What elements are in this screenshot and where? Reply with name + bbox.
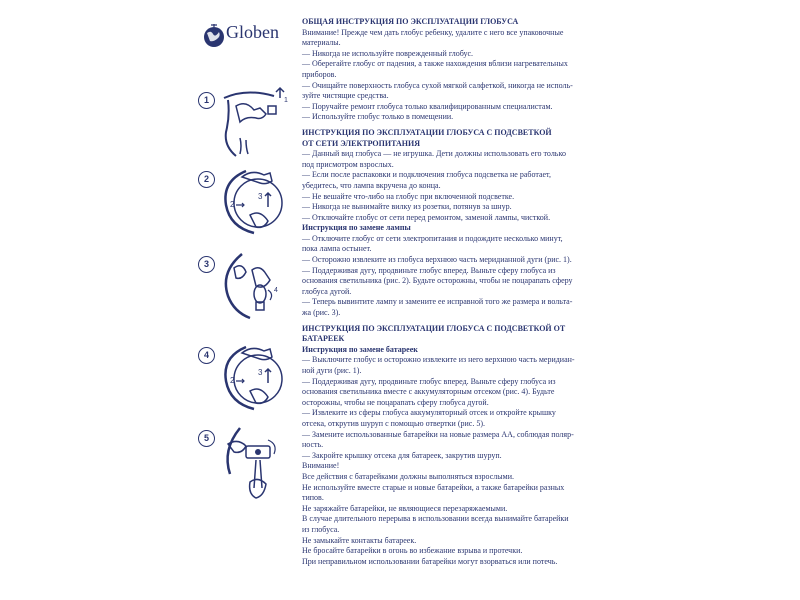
section3-line: — Извлеките из сферы глобуса аккумуляторный отсек и откройте крышку <box>302 408 556 418</box>
section1-line: — Очищайте поверхность глобуса сухой мягкой салфеткой, никогда не исполь- <box>302 80 573 90</box>
section1-body <box>302 28 602 123</box>
section3-line: ность. <box>302 440 324 450</box>
section3-line: При неправильном использовании батарейки могут взорваться или потечь. <box>302 556 558 566</box>
section2-line: — Отключайте глобус от сети перед ремонтом, заменой лампы, чисткой. <box>302 212 551 222</box>
section1-title: ОБЩАЯ ИНСТРУКЦИЯ ПО ЭКСПЛУАТАЦИИ ГЛОБУСА <box>302 17 519 26</box>
open-battery-compartment-icon <box>216 424 292 508</box>
section3-line: отсека, открутив шуруп с помощью отвертки (рис. 5). <box>302 418 485 428</box>
section3-subtitle: Инструкция по замене батареек <box>302 344 418 354</box>
section1-line: — Оберегайте глобус от падения, а также нахождения вблизи нагревательных <box>302 59 568 69</box>
section3-title-line2: БАТАРЕЕК <box>302 334 345 344</box>
svg-text:3: 3 <box>258 192 263 201</box>
step-number-5: 5 <box>198 430 215 447</box>
section3-line: — Замените использованные батарейки на новые размера АА, соблюдая поляр- <box>302 429 574 439</box>
section3-line: Не замыкайте контакты батареек. <box>302 535 417 545</box>
section3-title-line1: ИНСТРУКЦИЯ ПО ЭКСПЛУАТАЦИИ ГЛОБУСА С ПОДСВЕТКОЙ ОТ <box>302 323 566 333</box>
brand-logo <box>203 17 293 57</box>
section1-line: Внимание! Прежде чем дать глобус ребенку, удалите с него все упаковочные <box>302 27 564 37</box>
section1-line: приборов. <box>302 69 337 79</box>
section2-body <box>302 149 602 223</box>
section3-line: Не бросайте батарейки в огонь во избежание взрыва и протечки. <box>302 546 523 556</box>
section2-subtitle: Инструкция по замене лампы <box>302 223 411 233</box>
section2-line: под присмотром взрослых. <box>302 159 394 169</box>
section2-body2 <box>302 234 602 319</box>
section3-line: осторожны, чтобы не поцарапать сферу глобуса дугой. <box>302 397 489 407</box>
section3-body <box>302 355 602 567</box>
figure-3 <box>198 256 294 326</box>
section2-line2: — Поддерживая дугу, продвиньте глобус вперед. Выньте сферу глобуса из <box>302 265 556 275</box>
remove-sphere-with-battery-icon <box>216 341 292 417</box>
globe-logo-icon <box>203 23 225 49</box>
section2-title-line2: ОТ СЕТИ ЭЛЕКТРОПИТАНИЯ <box>302 138 421 148</box>
section3-line: ной дуги (рис. 1). <box>302 366 362 375</box>
step-number-1: 1 <box>198 92 215 109</box>
section2-line: — Данный вид глобуса — не игрушка. Дети должны использовать его только <box>302 149 566 159</box>
section2-line2: жа (рис. 3). <box>302 308 341 318</box>
svg-text:3: 3 <box>258 368 263 377</box>
section1-line: — Используйте глобус только в помещении. <box>302 112 454 122</box>
remove-meridian-arc-icon <box>216 86 292 162</box>
figure-1 <box>198 92 294 162</box>
figure-5 <box>198 430 294 510</box>
section3-line: — Закройте крышку отсека для батареек, закрутив шуруп. <box>302 450 502 460</box>
section2-title-line1: ИНСТРУКЦИЯ ПО ЭКСПЛУАТАЦИИ ГЛОБУСА С ПОДСВЕТКОЙ <box>302 127 552 137</box>
section3-line: В случае длительного перерыва в использовании всегда вынимайте батарейки <box>302 514 569 524</box>
svg-text:1: 1 <box>284 97 288 104</box>
section2-line: убедитесь, что лампа вкручена до конца. <box>302 180 441 190</box>
section2-line2: — Осторожно извлеките из глобуса верхнюю часть меридианной дуги (рис. 1). <box>302 255 572 265</box>
section2-line2: — Отключите глобус от сети электропитания и подождите несколько минут, <box>302 233 563 243</box>
section1-line: — Никогда не используйте поврежденный глобус. <box>302 48 474 58</box>
section3-line: Все действия с батарейками должны выполняться взрослыми. <box>302 471 515 481</box>
section1-line: зуйте чистящие средства. <box>302 91 389 101</box>
svg-text:2: 2 <box>230 200 235 209</box>
figure-2 <box>198 171 294 241</box>
section3-line: Не заряжайте батарейки, не являющиеся перезаряжаемыми. <box>302 503 508 513</box>
section2-line: — Никогда не вынимайте вилку из розетки, потянув за шнур. <box>302 202 512 212</box>
step-number-4: 4 <box>198 347 215 364</box>
section2-line2: основания светильника (рис. 2). Будьте осторожны, чтобы не поцарапать сферу <box>302 276 573 286</box>
replace-lamp-icon <box>216 250 292 326</box>
section1-line: — Поручайте ремонт глобуса только квалифицированным специалистам. <box>302 101 553 111</box>
svg-text:4: 4 <box>274 287 278 294</box>
section2-line: — Если после распаковки и подключения глобуса подсветка не работает, <box>302 170 551 180</box>
step-number-2: 2 <box>198 171 215 188</box>
svg-text:2: 2 <box>230 376 235 385</box>
brand-name: Globen <box>226 22 279 42</box>
section3-line: Не используйте вместе старые и новые батарейки, а также батарейки разных <box>302 482 565 492</box>
section1-line: материалы. <box>302 38 341 48</box>
step-number-3: 3 <box>198 256 215 273</box>
figure-4 <box>198 347 294 417</box>
section3-line: основания светильника вместе с аккумуляторным отсеком (рис. 4). Будьте <box>302 387 555 397</box>
section3-line: — Поддерживая дугу, продвиньте глобус вперед. Выньте сферу глобуса из <box>302 376 556 386</box>
section2-line2: — Теперь вывинтите лампу и замените ее исправной того же размера и вольта- <box>302 297 573 307</box>
section3-line: из глобуса. <box>302 524 340 534</box>
section2-line2: глобуса дугой. <box>302 286 352 296</box>
section2-line2: пока лампа остынет. <box>302 244 372 254</box>
section3-line: — Выключите глобус и осторожно извлеките из него верхнюю часть меридиан- <box>302 355 575 365</box>
section3-line: Внимание! <box>302 461 340 471</box>
instructions-column <box>302 17 602 567</box>
section3-line: типов. <box>302 493 324 503</box>
remove-globe-sphere-icon <box>216 165 292 241</box>
section2-line: — Не вешайте что-либо на глобус при включенной подсветке. <box>302 191 515 201</box>
